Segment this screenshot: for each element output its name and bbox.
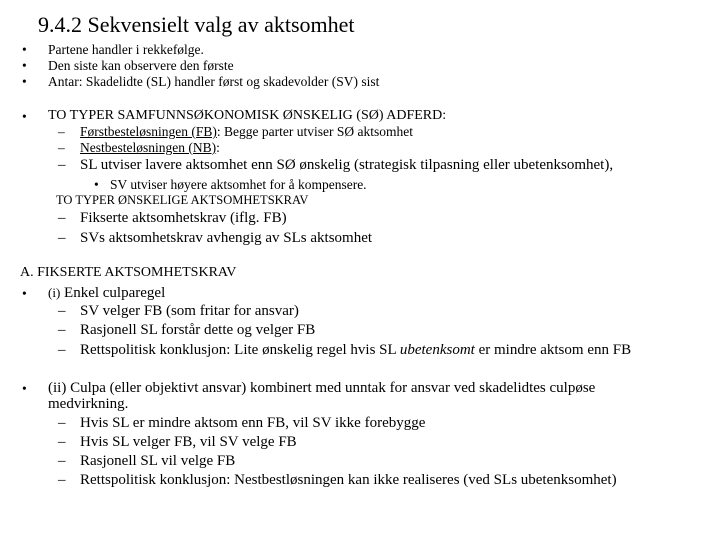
dash-marker: –: [58, 230, 66, 246]
section2-item-1: Fikserte aktsomhetskrav (iflg. FB): [80, 210, 287, 226]
section1-item-3: SL utviser lavere aktsomhet enn SØ ønskelig (strategisk tilpasning eller ubetenksomhet),: [80, 157, 614, 173]
dash-marker: –: [58, 322, 66, 338]
rule2-item-1: Hvis SL er mindre aktsom enn FB, vil SV ikke forebygge: [80, 415, 426, 431]
dash-marker: –: [58, 303, 66, 319]
section1-item-1: [80, 124, 413, 140]
section1-item-1-rest: : Begge parter utviser SØ aktsomhet: [216, 124, 413, 139]
rule2-item-3: Rasjonell SL vil velge FB: [80, 453, 236, 469]
partA-heading: A. FIKSERTE AKTSOMHETSKRAV: [20, 265, 237, 280]
section1-item-2-rest: :: [216, 140, 220, 155]
rule1-item-2: Rasjonell SL forstår dette og velger FB: [80, 322, 316, 338]
bullet-marker: •: [94, 177, 99, 192]
intro-line-2: Den siste kan observere den første: [48, 58, 234, 73]
section1-heading: TO TYPER SAMFUNNSØKONOMISK ØNSKELIG (SØ) ADFERD:: [48, 108, 447, 123]
dash-marker: –: [58, 210, 66, 226]
rule1-conclusion: [80, 342, 631, 359]
rule1-label-prefix: (i): [48, 285, 61, 300]
section2-item-2: SVs aktsomhetskrav avhengig av SLs aktsomhet: [80, 230, 373, 246]
dash-marker: –: [58, 434, 66, 450]
section1-item-2: [80, 140, 220, 156]
dash-marker: –: [58, 415, 66, 431]
dash-marker: –: [58, 157, 66, 173]
bullet-marker: •: [22, 109, 27, 124]
rule2-item-4: Rettspolitisk konklusjon: Nestbestløsningen kan ikke realiseres (ved SLs ubetenksomhet): [80, 472, 617, 488]
bullet-marker: •: [22, 58, 27, 73]
rule1-conclusion-em: ubetenksomt: [399, 342, 475, 358]
rule2-label-line-2: medvirkning.: [48, 396, 129, 412]
bullet-marker: •: [22, 381, 27, 396]
rule2-label-line-1: (ii) Culpa (eller objektivt ansvar) kombinert med unntak for ansvar ved skadelidtes culpøse: [48, 380, 596, 396]
bullet-marker: •: [22, 286, 27, 301]
intro-line-3: Antar: Skadelidte (SL) handler først og skadevolder (SV) sist: [48, 74, 380, 89]
rule1-conclusion-post: er mindre aktsom enn FB: [474, 342, 632, 358]
dash-marker: –: [58, 453, 66, 469]
dash-marker: –: [58, 342, 66, 358]
rule1-item-1: SV velger FB (som fritar for ansvar): [80, 303, 299, 319]
rule1-label-rest: Enkel culparegel: [60, 285, 166, 301]
dash-marker: –: [58, 140, 65, 155]
section1-subitem: SV utviser høyere aktsomhet for å kompensere.: [110, 177, 367, 192]
bullet-marker: •: [22, 42, 27, 57]
term-nb: Nestbesteløsningen (NB): [80, 140, 217, 155]
term-fb: Førstbesteløsningen (FB): [80, 124, 217, 139]
intro-line-1: Partene handler i rekkefølge.: [48, 42, 204, 57]
dash-marker: –: [58, 472, 66, 488]
rule2-item-2: Hvis SL velger FB, vil SV velge FB: [80, 434, 297, 450]
dash-marker: –: [58, 124, 65, 139]
rule1-label: [48, 285, 165, 302]
section2-heading: TO TYPER ØNSKELIGE AKTSOMHETSKRAV: [56, 193, 309, 207]
bullet-marker: •: [22, 74, 27, 89]
slide-title: 9.4.2 Sekvensielt valg av aktsomhet: [38, 12, 355, 37]
rule1-conclusion-pre: Rettspolitisk konklusjon: Lite ønskelig regel hvis SL: [80, 342, 400, 358]
